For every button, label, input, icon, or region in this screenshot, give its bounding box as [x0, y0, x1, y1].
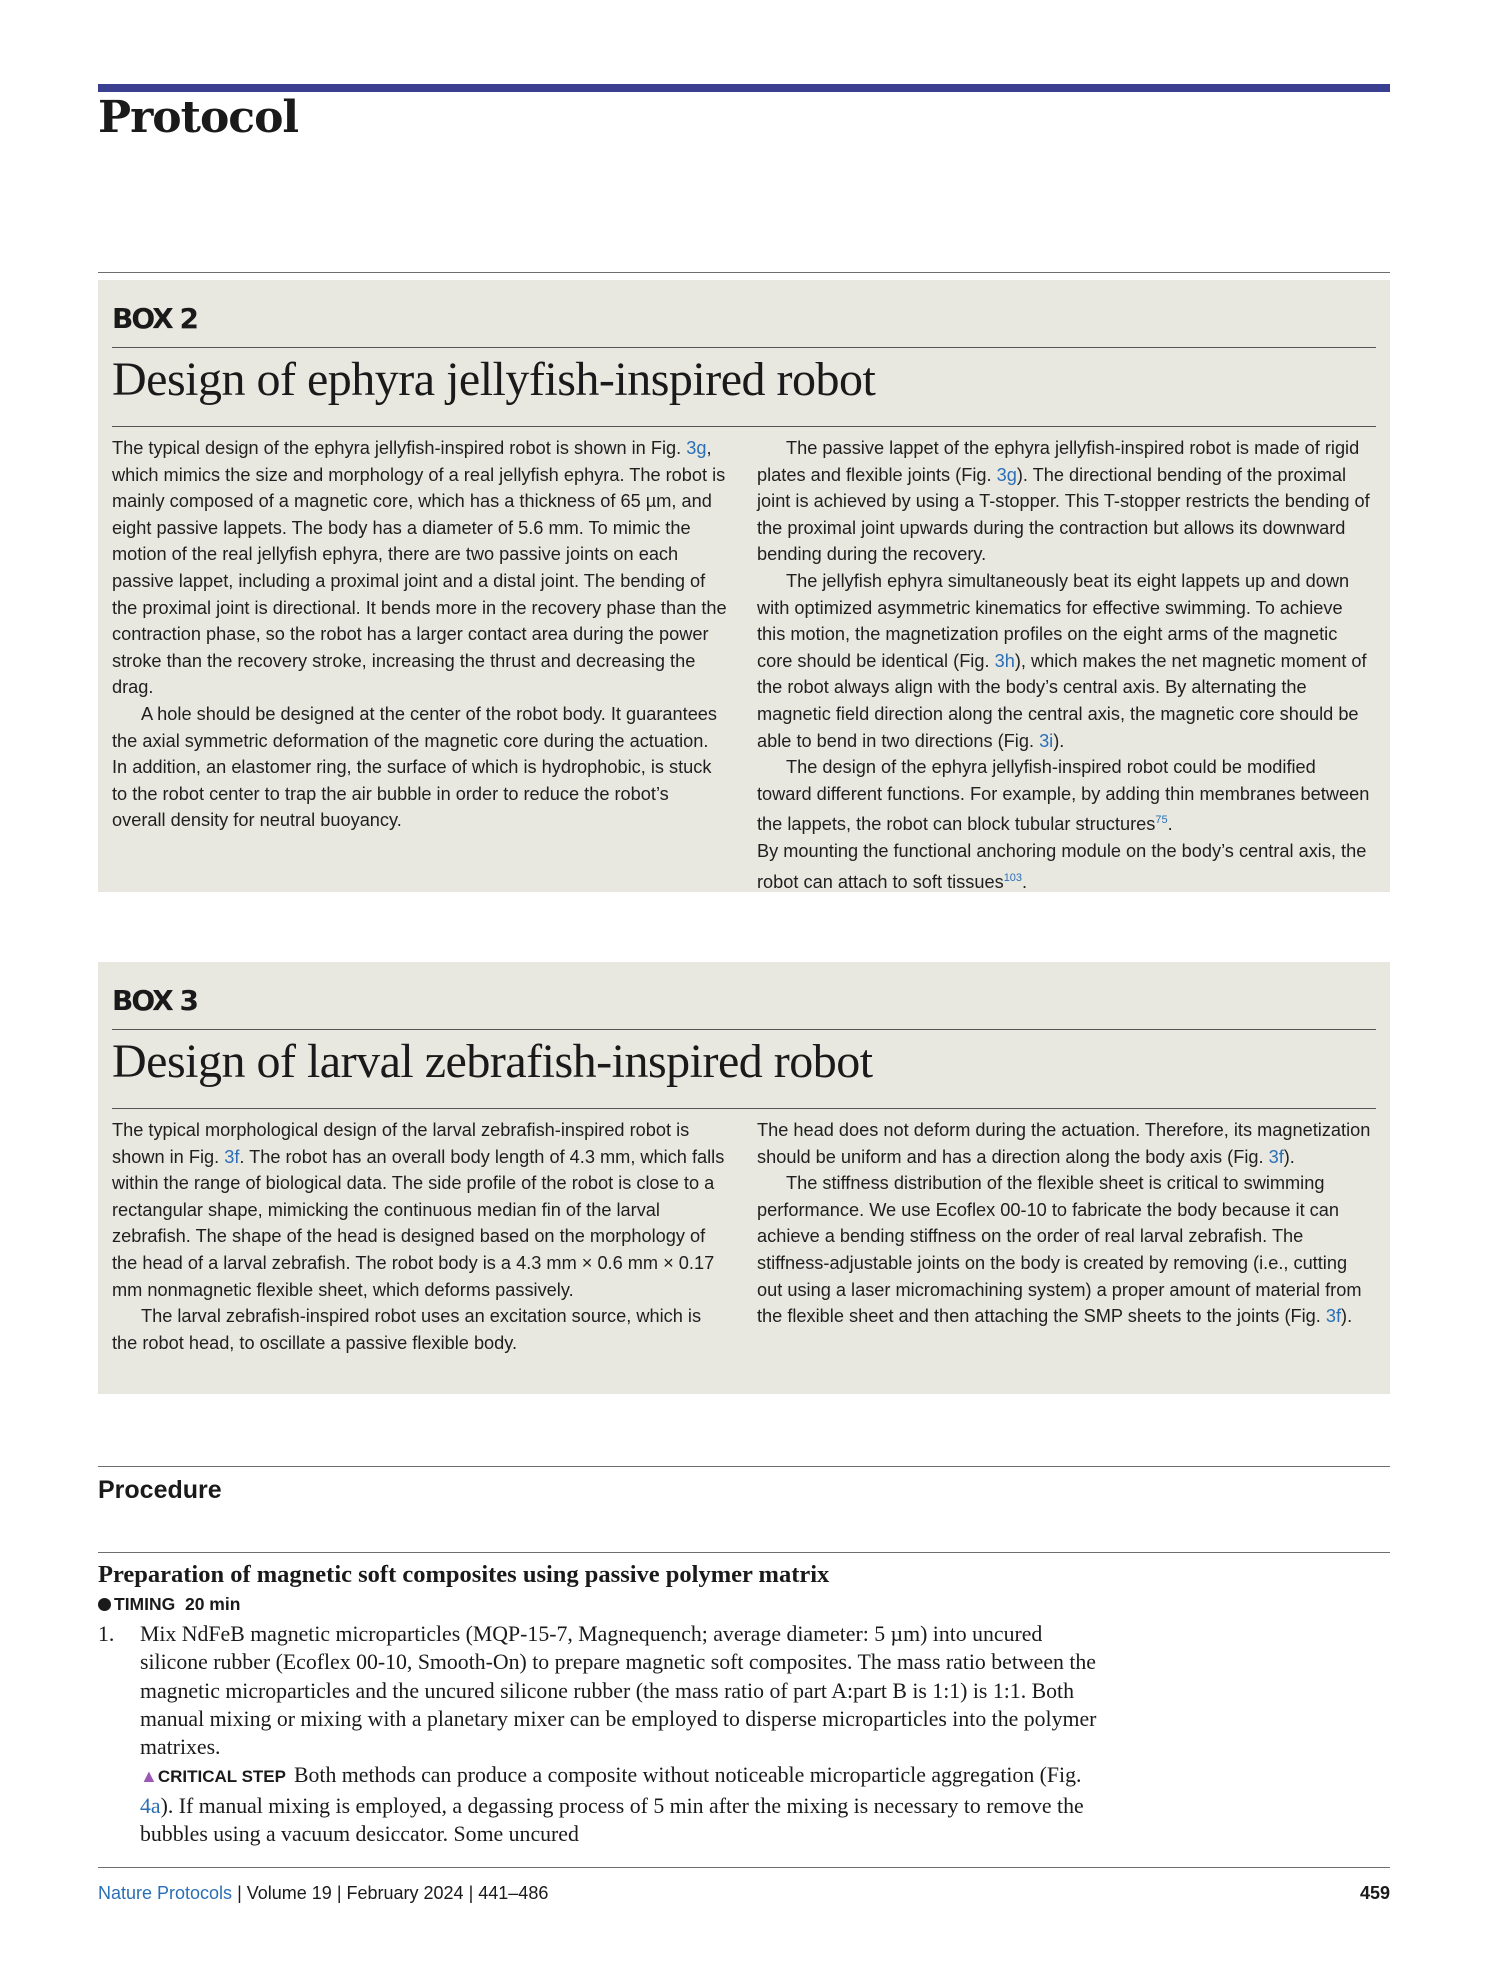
critical-triangle-icon: ▲ [140, 1766, 158, 1787]
box-title: Design of larval zebrafish-inspired robot [112, 1035, 873, 1088]
figure-ref-link[interactable]: 3f [1268, 1146, 1284, 1167]
procedure-heading: Procedure [98, 1476, 222, 1504]
journal-name-link[interactable]: Nature Protocols [98, 1883, 233, 1903]
box-2 [98, 280, 1390, 892]
figure-ref-link[interactable]: 3g [686, 438, 707, 458]
figure-ref-link[interactable]: 3f [224, 1146, 240, 1167]
figure-ref-link[interactable]: 3h [994, 650, 1015, 671]
bullet-icon [98, 1598, 111, 1611]
paragraph: The larval zebrafish-inspired robot uses an excitation source, which is the robot head, to oscillate a passive flexible body. [112, 1306, 702, 1353]
timing-label: TIMING [114, 1594, 176, 1614]
step-body: Mix NdFeB magnetic microparticles (MQP-15-7, Magnequench; average diameter: 5 µm) into uncured silicone rubber (Ecoflex 00-10, Smooth-On) to prepare magnetic soft composites. The mass ratio between the magnetic microparticles and the uncured silicone rubber (the mass ratio of part A:part B is 1:1) is 1:1. Both manual mixing or mixing with a planetary mixer can be employed to disperse microparticles into the polymer matrixes. ▲CRITICAL STEP Both methods can produce a composite without noticeable microparticle aggregation (Fig. 4a). If manual mixing is employed, a degassing process of 5 min after the mixing is necessary to remove the bubbles using a vacuum desiccator. Some uncured [140, 1622, 1097, 1847]
box-2-column-right [757, 435, 1372, 895]
paragraph: The typical morphological design of the larval zebrafish-inspired robot is shown in Fig. 3f. The robot has an overall body length of 4.3 mm, which falls within the range of biological data. The side profile of the robot is close to a rectangular shape, mimicking the continuous median fin of the larval zebrafish. The shape of the head is designed based on the morphology of the head of a larval zebrafish. The robot body is a 4.3 mm × 0.6 mm × 0.17 mm nonmagnetic flexible sheet, which deforms passively. [112, 1120, 725, 1300]
volume: Volume 19 [246, 1883, 332, 1903]
page-range: 441–486 [478, 1883, 549, 1903]
timing-value: 20 min [184, 1594, 241, 1614]
box-divider [112, 1108, 1376, 1109]
figure-ref-link[interactable]: 3g [996, 464, 1017, 485]
citation-ref-link[interactable]: 103 [1003, 871, 1023, 884]
box-3-column-left [112, 1117, 727, 1356]
divider [98, 1466, 1390, 1467]
critical-step-label: CRITICAL STEP [157, 1767, 286, 1787]
figure-ref-link[interactable]: 3i [1039, 730, 1054, 751]
procedure-subheading: Preparation of magnetic soft composites using passive polymer matrix [98, 1561, 830, 1588]
paragraph: The stiffness distribution of the flexible sheet is critical to swimming performance. We use Ecoflex 00-10 to fabricate the body because it can achieve a bending stiffness on the order of real larval zebrafish. The stiffness-adjustable joints on the body is created by removing (i.e., cutting out using a laser micromachining system) a proper amount of material from the flexible sheet and then attaching the SMP sheets to the joints (Fig. 3f). [757, 1173, 1362, 1327]
paragraph: A hole should be designed at the center of the robot body. It guarantees the axial symmetric deformation of the magnetic core during the actuation. In addition, an elastomer ring, the surface of which is hydrophobic, is stuck to the robot center to trap the air bubble in order to reduce the robot’s overall density for neutral buoyancy. [112, 703, 718, 831]
timing [98, 1594, 240, 1615]
footer-citation: Nature Protocols | Volume 19 | February 2024 | 441–486 [98, 1883, 549, 1903]
footer-divider [98, 1867, 1390, 1868]
box-label: BOX 3 [112, 984, 197, 1017]
box-divider [112, 347, 1376, 348]
divider [98, 1552, 1390, 1553]
paragraph: The typical design of the ephyra jellyfish-inspired robot is shown in Fig. 3g, which mimics the size and morphology of a real jellyfish ephyra. The robot is mainly composed of a magnetic core, which has a thickness of 65 µm, and eight passive lappets. The body has a diameter of 5.6 mm. To mimic the motion of the real jellyfish ephyra, there are two passive joints on each passive lappet, including a proximal joint and a distal joint. The bending of the proximal joint is directional. It bends more in the recovery phase than the contraction phase, so the robot has a larger contact area during the power stroke than the recovery stroke, increasing the thrust and decreasing the drag. [112, 438, 727, 698]
box-title: Design of ephyra jellyfish-inspired robot [112, 353, 876, 406]
citation-ref-link[interactable]: 75 [1155, 814, 1168, 827]
box-3-column-right [757, 1117, 1372, 1330]
box-2-column-left [112, 435, 727, 834]
section-title: Protocol [98, 92, 299, 143]
page-number: 459 [1359, 1883, 1390, 1903]
procedure-step [98, 1620, 1098, 1848]
paragraph: The passive lappet of the ephyra jellyfish-inspired robot is made of rigid plates and flexible joints (Fig. 3g). The directional bending of the proximal joint is achieved by using a T-stopper. This T-stopper restricts the bending of the proximal joint upwards during the contraction but allows its downward bending during the recovery. [757, 438, 1370, 565]
box-divider [112, 426, 1376, 427]
step-number: 1. [98, 1622, 115, 1646]
paragraph: The design of the ephyra jellyfish-inspired robot could be modified toward different functions. For example, by adding thin membranes between the lappets, the robot can block tubular structures$^{75}$. [757, 757, 1370, 835]
paragraph: The jellyfish ephyra simultaneously beat its eight lappets up and down with optimized asymmetric kinematics for effective swimming. To achieve this motion, the magnetization profiles on the eight arms of the magnetic core should be identical (Fig. 3h), which makes the net magnetic moment of the robot always align with the body’s central axis. By alternating the magnetic field direction along the central axis, the magnetic core should be able to bend in two directions (Fig. 3i). [757, 570, 1367, 751]
issue-date: February 2024 [346, 1883, 464, 1903]
paragraph: By mounting the functional anchoring module on the body’s central axis, the robot can attach to soft tissues$^{103}$. [757, 840, 1367, 892]
box-3 [98, 962, 1390, 1394]
divider [98, 272, 1390, 273]
box-divider [112, 1029, 1376, 1030]
figure-ref-link[interactable]: 3f [1325, 1306, 1342, 1327]
header-accent-bar [98, 84, 1390, 92]
step-text: Mix NdFeB magnetic microparticles (MQP-15-7, Magnequench; average diameter: 5 µm) into uncured silicone rubber (Ecoflex 00-10, Smooth-On) to prepare magnetic soft composites. The mass ratio between the magnetic microparticles and the uncured silicone rubber (the mass ratio of part A:part B is 1:1) is 1:1. Both manual mixing or mixing with a planetary mixer can be employed to disperse microparticles into the polymer matrixes. [140, 1622, 1097, 1760]
box-label: BOX 2 [112, 302, 197, 335]
paragraph: The head does not deform during the actuation. Therefore, its magnetization should be uniform and has a direction along the body axis (Fig. 3f). [757, 1120, 1371, 1167]
figure-ref-link[interactable]: 4a [140, 1793, 161, 1818]
